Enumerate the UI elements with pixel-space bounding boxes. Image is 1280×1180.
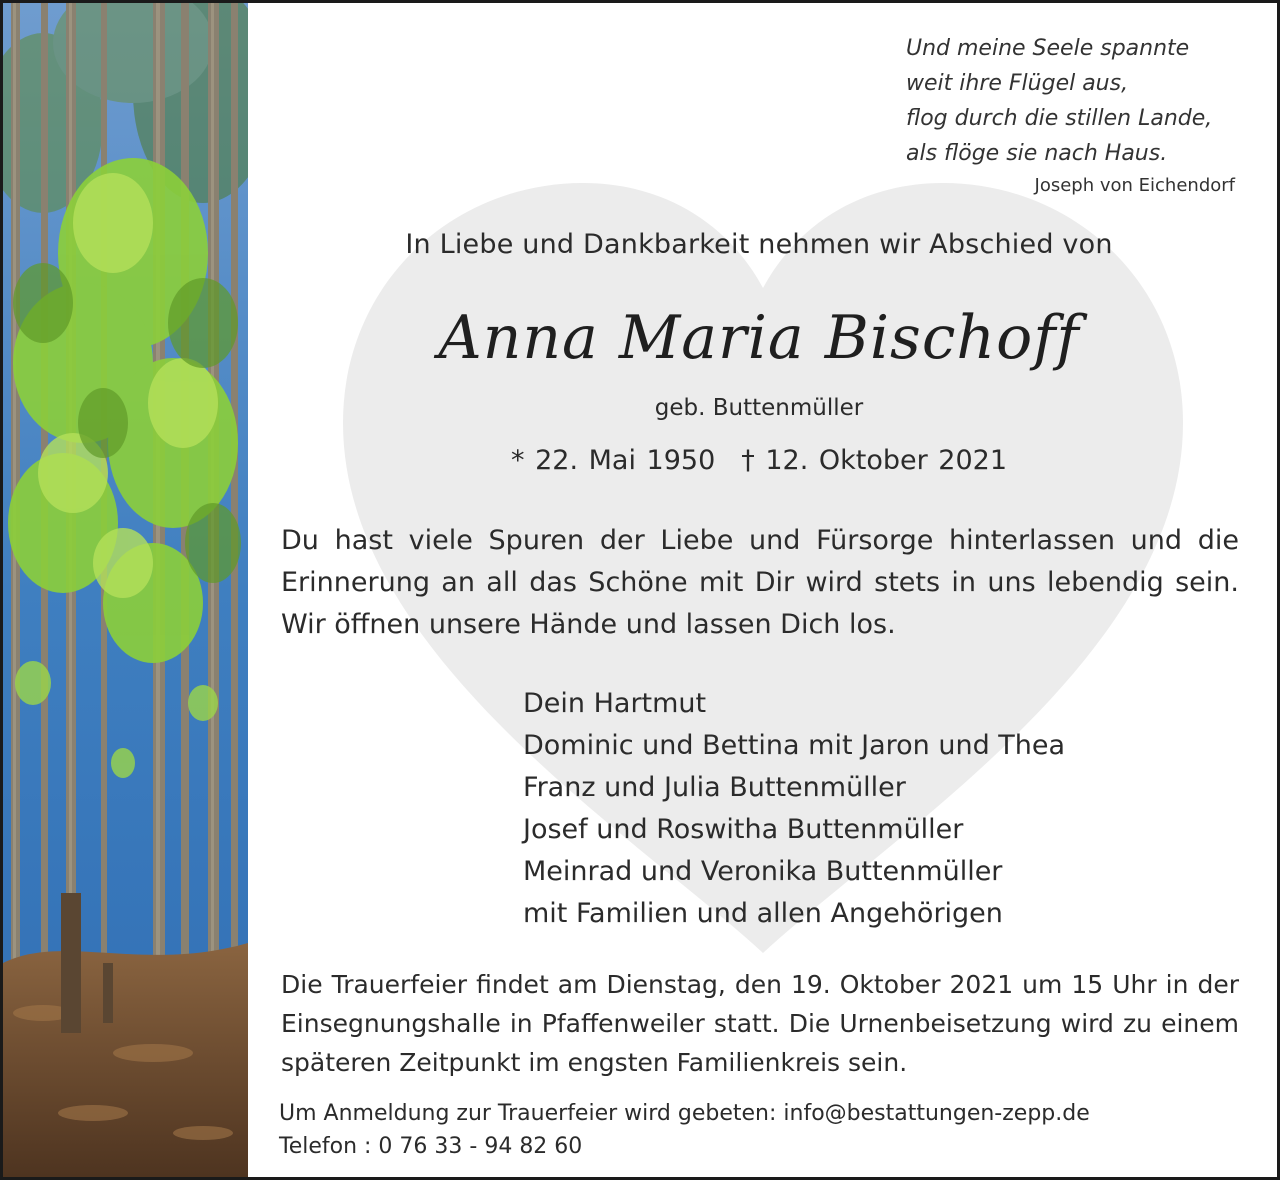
deceased-name: Anna Maria Bischoff xyxy=(438,303,1080,373)
farewell-intro: In Liebe und Dankbarkeit nehmen wir Abschied von xyxy=(405,229,1113,260)
mourner: mit Familien und allen Angehörigen xyxy=(523,898,1003,929)
forest-photo xyxy=(3,3,248,1177)
mourner: Meinrad und Veronika Buttenmüller xyxy=(523,856,1003,887)
birth-date: * 22. Mai 1950 xyxy=(511,445,716,476)
poem-line: flog durch die stillen Lande, xyxy=(906,106,1213,131)
mourner: Dein Hartmut xyxy=(523,688,707,719)
maiden-name: geb. Buttenmüller xyxy=(654,395,864,421)
mourners-list xyxy=(523,683,1065,935)
poem-line: weit ihre Flügel aus, xyxy=(906,71,1129,96)
memorial-message: Du hast viele Spuren der Liebe und Fürsorge hinterlassen und die Erinnerung an all das Schöne mit Dir wird stets in uns lebendig sein. Wir öffnen unsere Hände und lassen Dich los. xyxy=(281,525,1239,640)
mourner: Dominic und Bettina mit Jaron und Thea xyxy=(523,730,1066,761)
mourner: Josef und Roswitha Buttenmüller xyxy=(523,814,964,845)
poem-line: als flöge sie nach Haus. xyxy=(906,141,1168,166)
contact-info xyxy=(279,1097,1090,1163)
poem-line: Und meine Seele spannte xyxy=(906,36,1190,61)
forest-illustration xyxy=(3,3,248,1177)
poem-author: Joseph von Eichendorf xyxy=(1034,175,1235,196)
funeral-service-info: Die Trauerfeier findet am Dienstag, den 19. Oktober 2021 um 15 Uhr in der Einsegnungshalle in Pfaffenweiler statt. Die Urnenbeisetzung wird zu einem späteren Zeitpunkt im engsten Familienkreis sein. xyxy=(281,970,1239,1077)
poem-quote xyxy=(906,31,1246,171)
registration-note: Um Anmeldung zur Trauerfeier wird gebeten: info@bestattungen-zepp.de xyxy=(279,1101,1090,1126)
phone-number: Telefon : 0 76 33 - 94 82 60 xyxy=(279,1134,583,1159)
death-date: † 12. Oktober 2021 xyxy=(741,445,1007,476)
mourner: Franz und Julia Buttenmüller xyxy=(523,772,906,803)
life-dates xyxy=(248,445,1270,476)
